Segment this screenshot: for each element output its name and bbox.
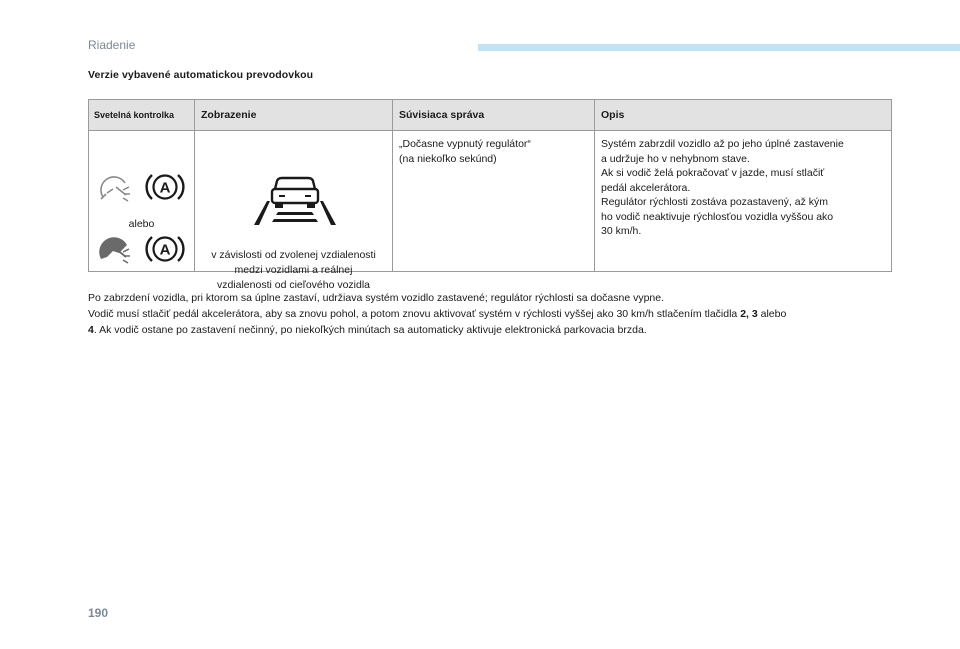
col-header-display: Zobrazenie <box>195 100 393 131</box>
description-line: ho vodič neaktivuje rýchlosťou vozidla vyššou ako <box>601 210 834 223</box>
page-number: 190 <box>88 606 109 620</box>
subtitle: Verzie vybavené automatickou prevodovkou <box>88 69 314 81</box>
car-distance-icon <box>253 171 337 227</box>
auto-hold-a-icon <box>145 169 185 205</box>
warning-lamp-table <box>88 99 892 291</box>
description-line: Systém zabrzdil vozidlo až po jeho úplné zastavenie <box>601 138 844 150</box>
caption-line: v závislosti od zvolenej vzdialenosti <box>211 249 376 261</box>
speedometer-filled-icon <box>99 235 133 265</box>
footnote-line: Vodič musí stlačiť pedál akcelerátora, aby sa znovu pohol, a potom znovu aktivovať systém v rýchlosti vyššej ako 30 km/h stlačením tlačidla <box>88 308 741 320</box>
col-header-description: Opis <box>595 100 892 131</box>
svg-text:A: A <box>159 241 171 259</box>
svg-text:A: A <box>159 179 171 197</box>
or-label: alebo <box>128 218 155 230</box>
header-accent-bar <box>478 44 960 51</box>
section-title: Riadenie <box>88 38 136 52</box>
lamp-row-filled <box>99 235 189 275</box>
description-line: Regulátor rýchlosti zostáva pozastavený, až kým <box>601 196 829 208</box>
display-caption <box>199 248 388 293</box>
lamp-row-outline <box>99 173 189 213</box>
button-number: 4 <box>88 324 94 336</box>
footnote-line: Po zabrzdení vozidla, pri ktorom sa úplne zastaví, udržiava systém vozidlo zastavené; regulátor rýchlosti sa dočasne vypne. <box>88 292 665 304</box>
description-cell <box>595 131 892 272</box>
description-line: a udržuje ho v nehybnom stave. <box>601 152 750 165</box>
speedometer-outline-icon <box>99 173 133 203</box>
description-line: 30 km/h. <box>601 225 642 237</box>
auto-hold-a-icon <box>145 231 185 267</box>
caption-line: vzdialenosti od cieľového vozidla <box>216 279 371 291</box>
description-line: Ak si vodič želá pokračovať v jazde, musí stlačiť <box>601 167 825 179</box>
table-header-row <box>89 100 892 131</box>
message-cell <box>393 131 595 272</box>
table-row <box>89 131 892 272</box>
message-line: (na niekoľko sekúnd) <box>399 152 497 165</box>
display-cell <box>195 131 393 291</box>
description-line: pedál akcelerátora. <box>601 181 691 194</box>
lamp-cell <box>89 131 195 272</box>
message-line: „Dočasne vypnutý regulátor“ <box>399 138 531 150</box>
footnote-paragraph <box>88 290 898 338</box>
button-numbers: 2, 3 <box>740 308 758 320</box>
col-header-lamp: Svetelná kontrolka <box>89 100 195 131</box>
footnote-line: . Ak vodič ostane po zastavení nečinný, po niekoľkých minútach sa automaticky aktivuje elektronická parkovacia brzda. <box>93 324 647 336</box>
col-header-message: Súvisiaca správa <box>393 100 595 131</box>
caption-line: medzi vozidlami a reálnej <box>234 264 353 276</box>
footnote-line: alebo <box>757 308 787 320</box>
